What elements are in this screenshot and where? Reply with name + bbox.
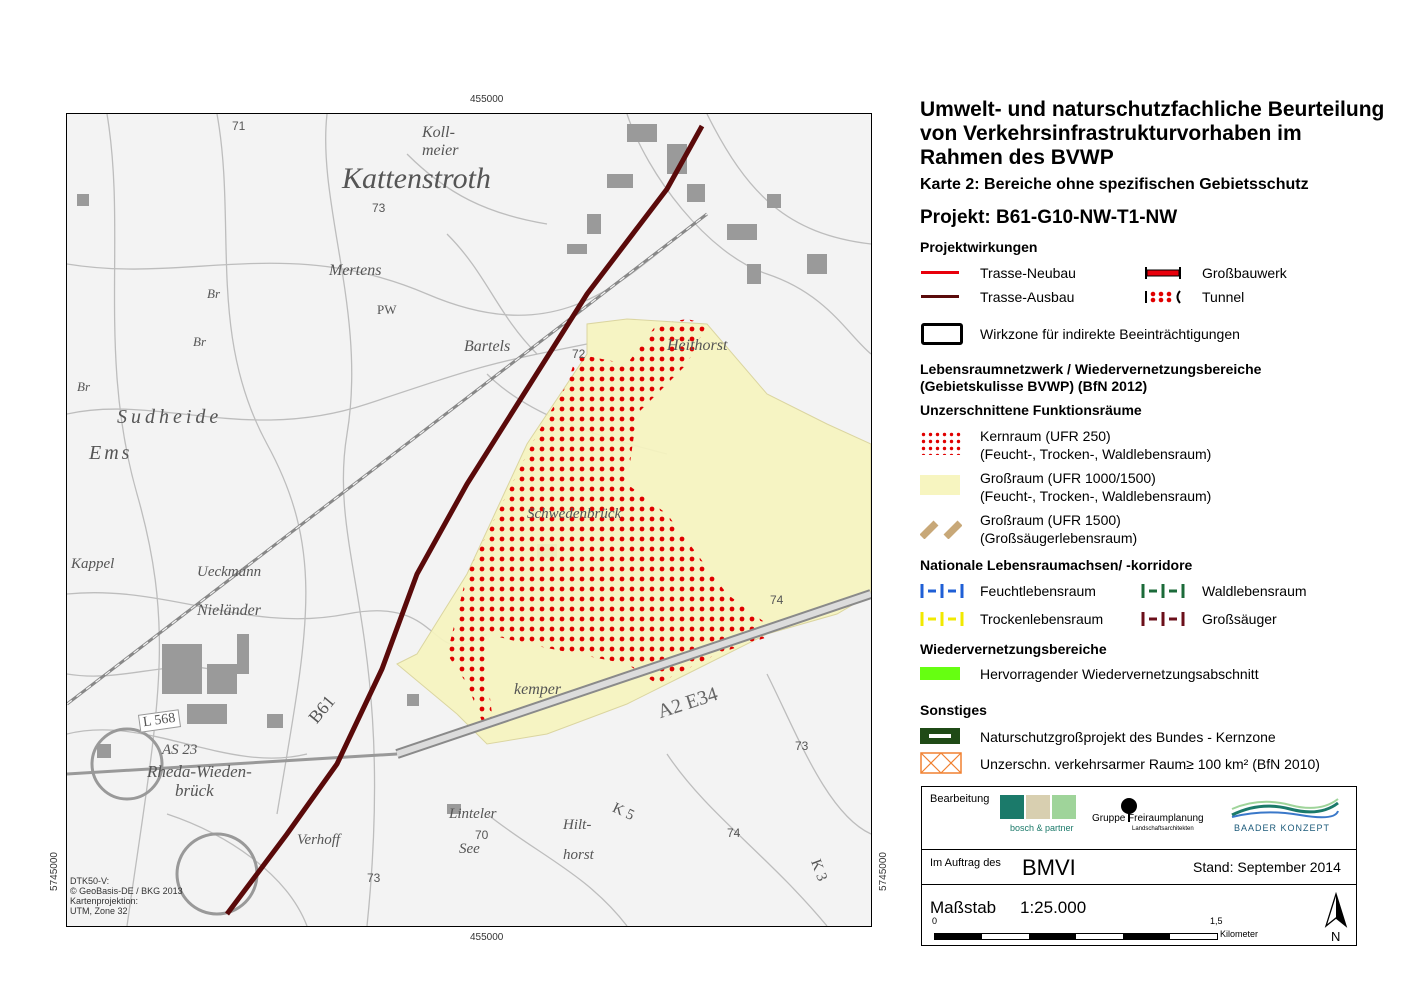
label-a2: A2 E34 [654,683,721,724]
symbol-grossraum-saeuger [920,517,962,539]
label-tunnel: Tunnel [1202,289,1245,305]
label-br-2: Br [193,334,206,349]
label-br-3: Br [77,379,90,394]
label-neubau: Trasse-Neubau [980,265,1076,281]
label-grosssaeuger: Großsäuger [1202,611,1277,627]
label-verhoff: Verhoff [297,832,341,848]
label-grossbauwerk: Großbauwerk [1202,265,1287,281]
sect-sonstiges: Sonstiges [920,702,987,718]
label-linteler: Linteler [449,806,497,822]
height-74: 74 [770,593,784,607]
note-proj-2: UTM, Zone 32 [70,906,128,916]
logo-baader-text: BAADER KONZEPT [1234,823,1331,833]
label-br-1: Br [207,286,220,301]
symbol-ausbau [921,295,959,298]
scale-start: 0 [932,916,938,926]
logo-gruppe-3: Landschaftsarchitekten [1132,826,1194,832]
height-70: 70 [475,828,489,842]
label-grossraum-1: Großraum (UFR 1000/1500) [980,470,1156,486]
label-feucht: Feuchtlebensraum [980,583,1096,599]
symbol-grossraum [920,475,960,495]
label-uzvr: Unzerschn. verkehrsarmer Raum≥ 100 km² (BfN 2010) [980,756,1320,772]
coord-bottom-x: 455000 [470,932,504,943]
coord-right-y: 5745000 [878,852,889,891]
symbol-wald [1141,582,1185,600]
label-kernraum-1: Kernraum (UFR 250) [980,428,1111,444]
label-ueckmann: Ueckmann [197,564,262,580]
label-bearbeitung: Bearbeitung [930,793,990,805]
symbol-tunnel [1144,289,1184,305]
map-frame[interactable] [66,113,872,927]
label-kollmeier-2: meier [422,142,459,159]
symbol-feucht [920,582,964,600]
label-ems: Ems [89,442,133,464]
sect-lebensraum-1: Lebensraumnetzwerk / Wiedervernetzungsbereiche [920,361,1262,377]
sect-lebensraum-2: (Gebietskulisse BVWP) (BfN 2012) [920,378,1148,394]
symbol-uzvr [920,752,962,774]
symbol-wirkzone [921,323,963,345]
label-grossraum-s-2: (Großsäugerlebensraum) [980,530,1138,546]
label-as23-c: brück [175,781,214,800]
label-massstab: Maßstab [930,898,997,917]
logo-gruppe-2: Freiraumplanung [1128,813,1204,824]
symbol-hervorragend [920,667,960,680]
label-kemper: kemper [514,681,562,698]
label-trocken: Trockenlebensraum [980,611,1104,627]
label-kattenstroth: Kattenstroth [342,162,491,195]
label-as23-b: Rheda-Wieden- [147,762,252,781]
label-horst: horst [563,847,594,863]
note-proj-1: Kartenprojektion: [70,896,139,906]
coord-left-y: 5745000 [49,852,60,891]
height-74-b: 74 [727,826,741,840]
legend-title: Umwelt- und naturschutzfachliche Beurteilung von Verkehrsinfrastrukturvorhaben im Rahmen des BVWP [920,98,1385,169]
sect-unzerschnittene: Unzerschnittene Funktionsräume [920,402,1142,418]
scale-bar [934,933,1218,940]
note-source-2: © GeoBasis-DE / BKG 2013 [70,886,183,896]
label-hilt: Hilt- [563,817,592,833]
height-71: 71 [232,119,246,133]
map-source-note [70,876,183,916]
symbol-kernraum [920,431,962,455]
label-kappel: Kappel [71,556,115,572]
label-see: See [459,841,480,857]
project-title: Projekt: B61-G10-NW-T1-NW [920,207,1178,228]
height-72: 72 [572,347,586,361]
footer-divider-1 [922,849,1356,850]
label-nsgp: Naturschutzgroßprojekt des Bundes - Kernzone [980,729,1276,745]
label-stand: Stand: September 2014 [1193,859,1341,875]
label-hervorragend: Hervorragender Wiedervernetzungsabschnitt [980,666,1259,682]
label-bartels: Bartels [464,338,511,355]
north-label: N [1331,929,1341,944]
label-k5: K 5 [609,800,637,824]
label-heithorst: Heithorst [667,337,728,354]
label-kollmeier-1: Koll- [422,124,455,141]
symbol-grossbauwerk [1144,265,1184,281]
label-bmvi: BMVI [1022,855,1076,880]
label-pw: PW [377,302,397,317]
height-73-c: 73 [367,871,381,885]
label-as23-a: AS 23 [162,742,198,758]
north-arrow-icon [1322,892,1350,928]
symbol-grosssaeuger [1141,610,1185,628]
label-kernraum-2: (Feucht-, Trocken-, Waldlebensraum) [980,446,1212,462]
logo-bosch-3 [1052,795,1076,819]
label-scale-value: 1:25.000 [1020,898,1087,917]
footer-box [921,786,1357,946]
sect-nationale: Nationale Lebensraumachsen/ -korridore [920,557,1193,573]
logo-bosch-1 [1000,795,1024,819]
sect-projektwirkungen: Projektwirkungen [920,239,1038,255]
logo-baader-waves [1230,797,1340,819]
map-subtitle: Karte 2: Bereiche ohne spezifischen Gebietsschutz [920,176,1309,193]
label-grossraum-s-1: Großraum (UFR 1500) [980,512,1121,528]
label-nielaender: Nieländer [197,602,261,619]
label-wald: Waldlebensraum [1202,583,1307,599]
note-source-1: DTK50-V: [70,876,110,886]
sect-wiedervernetzung: Wiedervernetzungsbereiche [920,641,1107,657]
label-auftrag: Im Auftrag des [930,857,1001,869]
label-schwedenbrueck: Schwedenbrück [527,506,622,522]
label-mertens: Mertens [329,262,382,279]
label-sudheide: Sudheide [117,406,223,428]
map-canvas[interactable] [67,114,871,926]
label-wirkzone: Wirkzone für indirekte Beeinträchtigungen [980,326,1240,342]
logo-gruppe-1: Gruppe [1092,813,1126,824]
footer-divider-2 [922,884,1356,885]
coord-top-x: 455000 [470,94,504,105]
scale-end: 1,5 [1210,916,1223,926]
label-b61: B61 [304,691,339,728]
height-73-b: 73 [795,739,809,753]
label-grossraum-2: (Feucht-, Trocken-, Waldlebensraum) [980,488,1212,504]
scale-unit: Kilometer [1220,929,1259,939]
symbol-neubau [921,271,959,274]
symbol-nsgp [920,728,960,744]
height-73-a: 73 [372,201,386,215]
symbol-trocken [920,610,964,628]
label-l568: L 568 [138,709,181,732]
label-k3: K 3 [807,857,830,884]
logo-bosch-2 [1026,795,1050,819]
label-ausbau: Trasse-Ausbau [980,289,1075,305]
logo-bosch-text: bosch & partner [1010,823,1074,833]
